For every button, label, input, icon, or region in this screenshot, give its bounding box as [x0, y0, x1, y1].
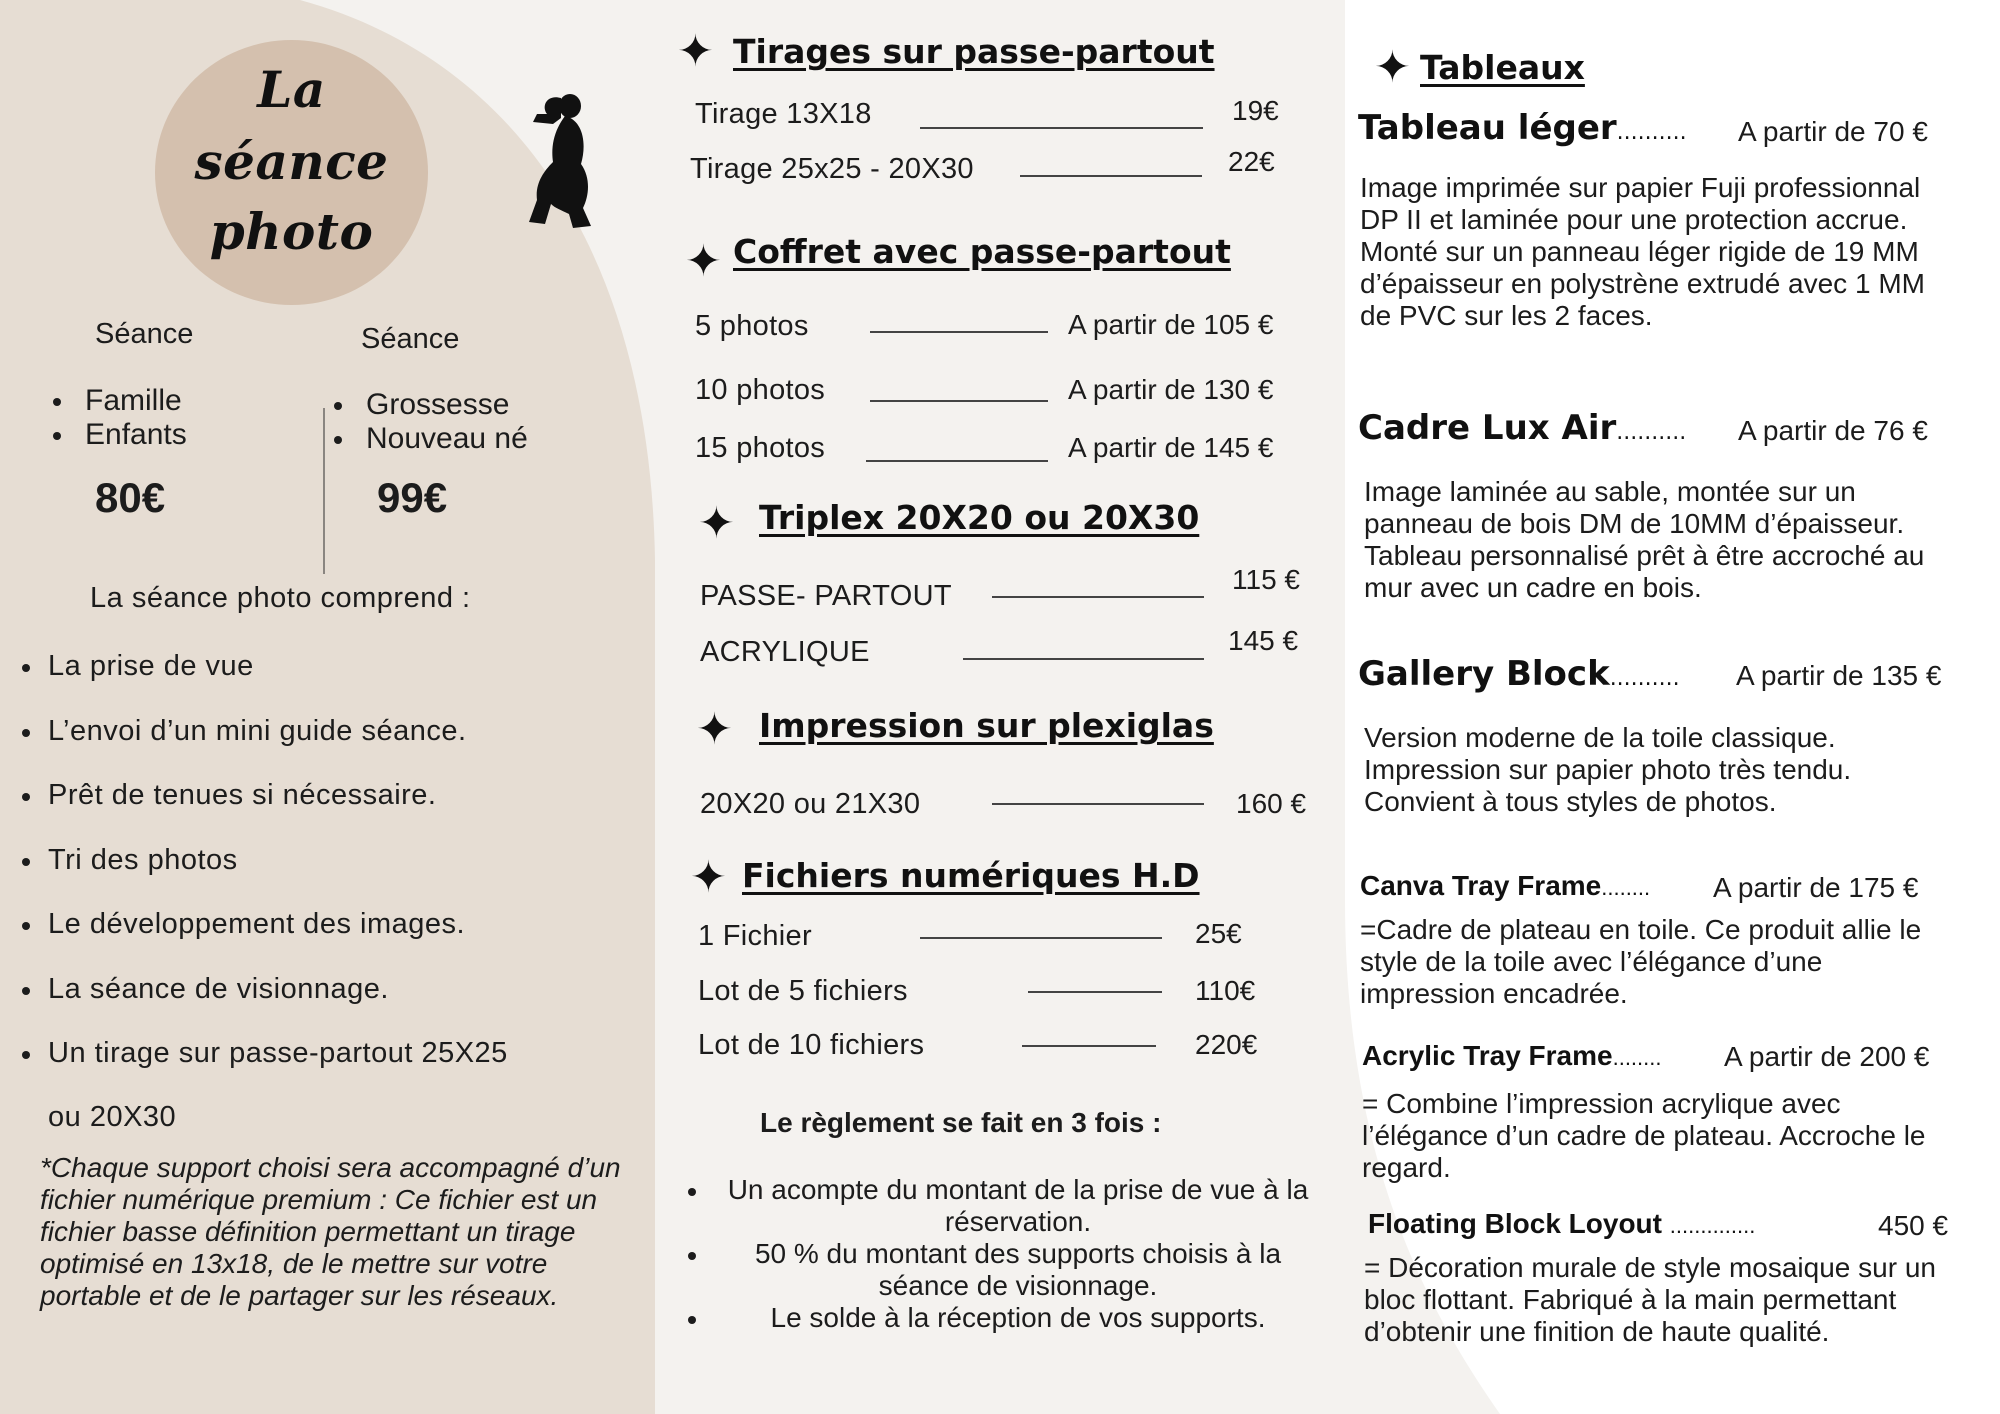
list-item: Grossesse: [326, 388, 528, 422]
leader-line: [992, 596, 1204, 598]
section-title-plexiglas: Impression sur plexiglas: [759, 706, 1214, 745]
seance-b-price: 99€: [377, 474, 448, 521]
inclusion-item: La séance de visionnage.: [48, 973, 389, 1005]
tirage-item: Tirage 25x25 - 20X30: [690, 153, 974, 185]
sparkle-icon: ✦: [690, 852, 727, 903]
bullet: [22, 858, 30, 866]
reglement-item: Le solde à la réception de vos supports.: [770, 1302, 1266, 1333]
plexiglas-price: 160 €: [1236, 788, 1307, 819]
product-price: 450 €: [1878, 1210, 1949, 1241]
product-description: Version moderne de la toile classique. Impression sur papier photo très tendu. Convient à tous styles de photos.: [1364, 722, 1852, 817]
fichier-price: 110€: [1195, 975, 1256, 1006]
inclusion-item: Le développement des images.: [48, 908, 466, 940]
bullet: [688, 1188, 696, 1196]
product-description: Image imprimée sur papier Fuji professionnal DP II et laminée pour une protection accrue. Monté sur un panneau léger rigide de 19 MM d’épaisseur en polystrène extrudé avec 1 MM de PVC sur les 2 faces.: [1360, 172, 1925, 331]
product-price: A partir de 76 €: [1738, 415, 1928, 446]
leader-line: [870, 331, 1048, 333]
fichier-item: Lot de 10 fichiers: [698, 1029, 925, 1061]
title-badge: [155, 40, 428, 305]
title-line-1: La: [257, 60, 326, 119]
product-name: Tableau léger..........: [1358, 108, 1687, 148]
seance-b-list: [326, 388, 528, 456]
tirage-item: Tirage 13X18: [695, 98, 872, 130]
triplex-item: ACRYLIQUE: [700, 636, 870, 668]
plexiglas-item: 20X20 ou 21X30: [700, 788, 921, 820]
product-description: Image laminée au sable, montée sur un panneau de bois DM de 10MM d’épaisseur. Tableau personnalisé prêt à être accroché au mur avec un cadre en bois.: [1364, 476, 1925, 603]
leader-line: [920, 127, 1203, 129]
product-name: Canva Tray Frame........: [1360, 870, 1651, 901]
list-item: Famille: [45, 384, 187, 418]
fichier-price: 25€: [1195, 918, 1242, 949]
coffret-price: A partir de 130 €: [1068, 374, 1274, 405]
triplex-item: PASSE- PARTOUT: [700, 580, 952, 612]
bullet: [22, 793, 30, 801]
seance-a-list: [45, 384, 187, 452]
footnote: *Chaque support choisi sera accompagné d’un fichier numérique premium : Ce fichier est un fichier basse définition permettant un tirage optimisé en 13x18, de le mettre sur votre portable et de le partager sur les réseaux.: [40, 1152, 621, 1311]
triplex-price: 115 €: [1232, 564, 1300, 595]
product-description: = Combine l’impression acrylique avec l’élégance d’un cadre de plateau. Accroche le regard.: [1362, 1088, 1926, 1183]
list-item: Nouveau né: [326, 422, 528, 456]
seance-b-header: Séance: [361, 323, 460, 355]
section-title-coffret: Coffret avec passe-partout: [733, 232, 1231, 271]
inclusion-item: L’envoi d’un mini guide séance.: [48, 715, 467, 747]
tirage-price: 19€: [1232, 95, 1279, 126]
title-line-3: photo: [209, 202, 374, 261]
fichier-price: 220€: [1195, 1029, 1258, 1060]
leader-line: [1022, 1045, 1156, 1047]
list-item: Enfants: [45, 418, 187, 452]
section-title-tableaux: Tableaux: [1420, 48, 1585, 87]
inclusion-item: La prise de vue: [48, 650, 254, 682]
tirage-price: 22€: [1228, 146, 1275, 177]
leader-line: [920, 937, 1162, 939]
inclusion-item: Un tirage sur passe-partout 25X25: [48, 1037, 508, 1069]
coffret-item: 10 photos: [695, 374, 826, 406]
leader-line: [1020, 175, 1202, 177]
bullet: [688, 1252, 696, 1260]
product-description: =Cadre de plateau en toile. Ce produit allie le style de la toile avec l’élégance d’une impression encadrée.: [1360, 914, 1922, 1009]
leader-line: [870, 400, 1048, 402]
bullet: [22, 729, 30, 737]
divider: [323, 408, 325, 574]
reglement-title: Le règlement se fait en 3 fois :: [760, 1107, 1162, 1138]
triplex-price: 145 €: [1228, 625, 1299, 656]
coffret-item: 5 photos: [695, 310, 809, 342]
bullet: [22, 664, 30, 672]
leader-line: [963, 658, 1204, 660]
reglement-item: Un acompte du montant de la prise de vue à la réservation.: [727, 1174, 1309, 1237]
bullet: [688, 1316, 696, 1324]
fichier-item: Lot de 5 fichiers: [698, 975, 908, 1007]
seance-a-price: 80€: [95, 474, 166, 521]
leader-line: [1028, 991, 1162, 993]
sparkle-icon: ✦: [685, 236, 722, 287]
product-price: A partir de 135 €: [1736, 660, 1942, 691]
section-title-tirages: Tirages sur passe-partout: [733, 32, 1215, 71]
reglement-item: 50 % du montant des supports choisis à la séance de visionnage.: [754, 1238, 1282, 1301]
section-title-triplex: Triplex 20X20 ou 20X30: [759, 498, 1200, 537]
bullet: [22, 922, 30, 930]
bullet: [22, 987, 30, 995]
leader-line: [992, 803, 1204, 805]
product-name: Gallery Block..........: [1358, 654, 1680, 694]
product-price: A partir de 70 €: [1738, 116, 1928, 147]
photographer-icon: [525, 92, 600, 230]
coffret-price: A partir de 105 €: [1068, 309, 1274, 340]
coffret-item: 15 photos: [695, 432, 826, 464]
product-name: Acrylic Tray Frame........: [1362, 1040, 1662, 1071]
leader-line: [866, 460, 1048, 462]
product-price: A partir de 175 €: [1713, 872, 1919, 903]
sparkle-icon: ✦: [698, 498, 735, 549]
sparkle-icon: ✦: [1374, 42, 1411, 93]
inclusion-continuation: ou 20X30: [48, 1101, 177, 1133]
title-line-2: séance: [194, 132, 389, 191]
product-description: = Décoration murale de style mosaique sur un bloc flottant. Fabriqué à la main permettant d’obtenir une finition de haute qualité.: [1364, 1252, 1936, 1347]
fichier-item: 1 Fichier: [698, 920, 812, 952]
sparkle-icon: ✦: [677, 26, 714, 77]
inclusion-item: Tri des photos: [48, 844, 238, 876]
bullet: [22, 1051, 30, 1059]
product-name: Floating Block Loyout ..............: [1368, 1208, 1756, 1239]
comprend-label: La séance photo comprend :: [90, 582, 471, 614]
sparkle-icon: ✦: [696, 704, 733, 755]
seance-a-header: Séance: [95, 318, 194, 350]
coffret-price: A partir de 145 €: [1068, 432, 1274, 463]
section-title-fichiers: Fichiers numériques H.D: [742, 856, 1200, 895]
inclusion-item: Prêt de tenues si nécessaire.: [48, 779, 437, 811]
product-name: Cadre Lux Air..........: [1358, 408, 1687, 448]
product-price: A partir de 200 €: [1724, 1041, 1930, 1072]
